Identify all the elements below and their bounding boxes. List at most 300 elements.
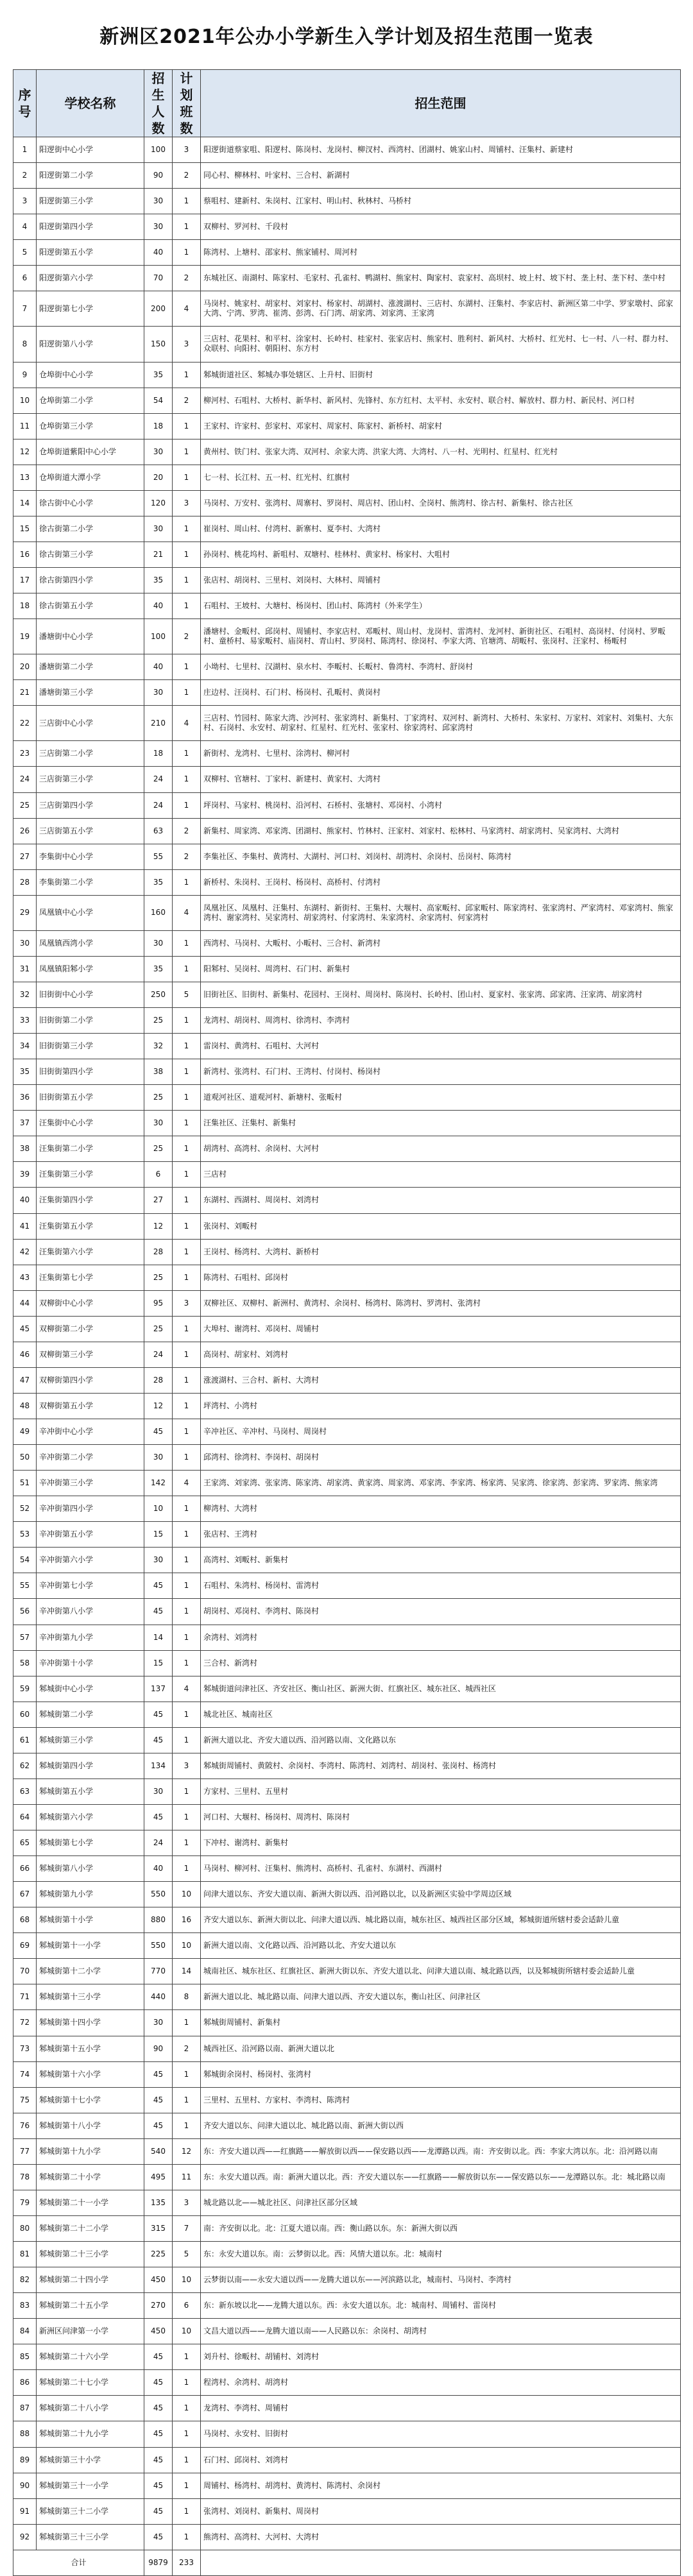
row-number: 48 (13, 1393, 37, 1419)
enroll-count: 63 (144, 818, 173, 844)
school-name: 潘塘街第二小学 (37, 654, 144, 680)
row-number: 16 (13, 542, 37, 567)
row-number: 7 (13, 291, 37, 327)
table-row (13, 291, 681, 327)
table-row (13, 706, 681, 741)
class-count: 1 (173, 741, 201, 767)
row-number: 1 (13, 137, 37, 163)
enroll-range: 小坳村、七里村、汉湖村、泉水村、李畈村、长畈村、鲁湾村、李湾村、舒岗村 (201, 654, 681, 680)
table-row (13, 1959, 681, 1984)
school-name: 双柳街第三小学 (37, 1342, 144, 1367)
row-number: 78 (13, 2164, 37, 2190)
class-count: 1 (173, 1702, 201, 1727)
school-name: 阳逻街中心小学 (37, 137, 144, 163)
class-count: 1 (173, 465, 201, 490)
school-name: 辛冲街第八小学 (37, 1599, 144, 1625)
table-row (13, 767, 681, 792)
row-number: 42 (13, 1239, 37, 1265)
table-row (13, 593, 681, 619)
row-number: 64 (13, 1804, 37, 1830)
enroll-range: 新洲大道以北、齐安大道以西、沿河路以南、文化路以东 (201, 1727, 681, 1753)
enroll-range: 程湾村、余湾村、胡湾村 (201, 2370, 681, 2396)
row-number: 68 (13, 1907, 37, 1933)
enroll-count: 90 (144, 163, 173, 189)
school-name: 邾城街第十一小学 (37, 1933, 144, 1959)
row-number: 72 (13, 2010, 37, 2036)
class-count: 1 (173, 1496, 201, 1522)
class-count: 1 (173, 1625, 201, 1650)
school-name: 邾城街第二十四小学 (37, 2267, 144, 2293)
enroll-count: 35 (144, 956, 173, 982)
row-number: 4 (13, 214, 37, 240)
row-number: 2 (13, 163, 37, 189)
school-name: 阳逻街第五小学 (37, 240, 144, 266)
enroll-count: 45 (144, 2344, 173, 2370)
class-count: 3 (173, 327, 201, 362)
class-count: 5 (173, 982, 201, 1007)
class-count: 1 (173, 1393, 201, 1419)
class-count: 1 (173, 2113, 201, 2138)
row-number: 84 (13, 2319, 37, 2344)
class-count: 1 (173, 1522, 201, 1548)
table-row (13, 818, 681, 844)
enroll-count: 90 (144, 2036, 173, 2061)
class-count: 1 (173, 240, 201, 266)
class-count: 1 (173, 189, 201, 214)
enroll-count: 15 (144, 1650, 173, 1676)
enroll-count: 137 (144, 1676, 173, 1702)
enroll-count: 540 (144, 2138, 173, 2164)
class-count: 1 (173, 2010, 201, 2036)
school-name: 新洲区问津第一小学 (37, 2319, 144, 2344)
enroll-range: 河口村、大堰村、杨岗村、周湾村、陈岗村 (201, 1804, 681, 1830)
class-count: 1 (173, 1650, 201, 1676)
class-count: 1 (173, 516, 201, 542)
row-number: 6 (13, 266, 37, 291)
school-name: 李集街第二小学 (37, 869, 144, 895)
enroll-count: 6 (144, 1162, 173, 1188)
table-row (13, 680, 681, 706)
enroll-range: 高湾村、刘畈村、新集村 (201, 1548, 681, 1573)
row-number: 9 (13, 362, 37, 388)
enroll-count: 24 (144, 1342, 173, 1367)
school-name: 阳逻街第二小学 (37, 163, 144, 189)
school-name: 邾城街第三小学 (37, 1727, 144, 1753)
class-count: 2 (173, 818, 201, 844)
enroll-count: 25 (144, 1316, 173, 1342)
table-body (13, 137, 681, 2576)
school-name: 邾城街中心小学 (37, 1676, 144, 1702)
row-number: 71 (13, 1984, 37, 2010)
row-number: 83 (13, 2293, 37, 2319)
row-number: 10 (13, 388, 37, 413)
row-number: 38 (13, 1136, 37, 1162)
table-row (13, 1702, 681, 1727)
school-name: 仓埠街道紫阳中心小学 (37, 439, 144, 465)
enroll-count: 45 (144, 2498, 173, 2524)
table-row (13, 1804, 681, 1830)
enroll-count: 30 (144, 189, 173, 214)
class-count: 1 (173, 680, 201, 706)
class-count: 1 (173, 2524, 201, 2550)
row-number: 27 (13, 844, 37, 869)
school-name: 邾城街第二十六小学 (37, 2344, 144, 2370)
class-count: 1 (173, 1085, 201, 1111)
row-number: 50 (13, 1445, 37, 1471)
enroll-count: 45 (144, 2421, 173, 2447)
school-name: 邾城街第二小学 (37, 1702, 144, 1727)
class-count: 6 (173, 2293, 201, 2319)
enroll-count: 30 (144, 516, 173, 542)
table-row (13, 2215, 681, 2241)
class-count: 1 (173, 593, 201, 619)
enroll-count: 54 (144, 388, 173, 413)
enroll-count: 450 (144, 2267, 173, 2293)
row-number: 88 (13, 2421, 37, 2447)
class-count: 4 (173, 895, 201, 930)
row-number: 89 (13, 2447, 37, 2473)
table-row (13, 982, 681, 1007)
enroll-count: 15 (144, 1522, 173, 1548)
table-row (13, 568, 681, 593)
row-number: 87 (13, 2396, 37, 2421)
class-count: 1 (173, 1162, 201, 1188)
class-count: 1 (173, 1008, 201, 1034)
school-name: 阳逻街第六小学 (37, 266, 144, 291)
class-count: 3 (173, 137, 201, 163)
row-number: 67 (13, 1882, 37, 1907)
table-row (13, 956, 681, 982)
enroll-range: 东城社区、南湖村、陈家村、毛家村、孔雀村、鸭湖村、熊家村、陶家村、袁家村、高坝村、坡上村、坡下村、垄上村、垄下村、垄中村 (201, 266, 681, 291)
enroll-range: 石咀村、王坡村、大塘村、杨岗村、团山村、陈湾村（外来学生） (201, 593, 681, 619)
enroll-count: 315 (144, 2215, 173, 2241)
enroll-range: 旧街社区、旧街村、新集村、花园村、王岗村、周岗村、陈岗村、长岭村、团山村、夏家村、张家湾、邱家湾、汪家湾、胡家湾村 (201, 982, 681, 1007)
table-row (13, 327, 681, 362)
school-name: 双柳街第四小学 (37, 1367, 144, 1393)
class-count: 1 (173, 2498, 201, 2524)
row-number: 63 (13, 1778, 37, 1804)
class-count: 12 (173, 2138, 201, 2164)
enroll-range: 新洲大道以南、文化路以西、沿河路以北、齐安大道以东 (201, 1933, 681, 1959)
enroll-range: 东：永安大道以西。南：新洲大道以北。西：齐安大道以东——红旗路——解放街以东——保安路以东——龙潭路以东。北：城北路以南 (201, 2164, 681, 2190)
row-number: 92 (13, 2524, 37, 2550)
class-count: 2 (173, 619, 201, 654)
enroll-count: 270 (144, 2293, 173, 2319)
class-count: 1 (173, 2087, 201, 2113)
row-number: 65 (13, 1830, 37, 1856)
row-number: 21 (13, 680, 37, 706)
table-row (13, 2190, 681, 2215)
school-name: 阳逻街第八小学 (37, 327, 144, 362)
enroll-count: 12 (144, 1393, 173, 1419)
table-row (13, 189, 681, 214)
row-number: 15 (13, 516, 37, 542)
table-row (13, 1136, 681, 1162)
table-row (13, 1419, 681, 1445)
class-count: 1 (173, 1213, 201, 1239)
class-count: 3 (173, 490, 201, 516)
school-name: 李集街中心小学 (37, 844, 144, 869)
row-number: 13 (13, 465, 37, 490)
table-row (13, 1265, 681, 1290)
school-name: 邾城街第十三小学 (37, 1984, 144, 2010)
row-number: 11 (13, 413, 37, 439)
school-name: 汪集街第七小学 (37, 1265, 144, 1290)
table-row (13, 2087, 681, 2113)
enroll-range: 东湖村、西湖村、周岗村、刘湾村 (201, 1188, 681, 1213)
enroll-range: 七一村、长江村、五一村、红光村、红旗村 (201, 465, 681, 490)
enroll-range: 王家村、许家村、彭家村、邓家村、周家村、陈家村、新桥村、胡家村 (201, 413, 681, 439)
enroll-count: 120 (144, 490, 173, 516)
table-row (13, 1111, 681, 1136)
school-name: 邾城街第三十一小学 (37, 2473, 144, 2498)
enroll-range: 潘塘村、金畈村、邱岗村、周铺村、李家店村、邓畈村、周山村、龙岗村、雷湾村、龙河村、新街社区、石咀村、高岗村、付岗村、罗畈村、童桥村、易家畈村、庙岗村、青山村、罗岗村、陈湾村、徐岗村、李家大湾、官塘湾、胡畈村、张岗村、汪家村、杨畈村 (201, 619, 681, 654)
school-name: 邾城街第十六小学 (37, 2061, 144, 2087)
enroll-range: 崔岗村、周山村、付湾村、新寨村、夏李村、大湾村 (201, 516, 681, 542)
table-row (13, 1188, 681, 1213)
row-number: 24 (13, 767, 37, 792)
school-name: 潘塘街第三小学 (37, 680, 144, 706)
enroll-count: 30 (144, 930, 173, 956)
class-count: 1 (173, 1419, 201, 1445)
row-number: 5 (13, 240, 37, 266)
enroll-range: 胡湾村、高湾村、余岗村、大河村 (201, 1136, 681, 1162)
class-count: 2 (173, 163, 201, 189)
row-number: 90 (13, 2473, 37, 2498)
table-row (13, 1034, 681, 1059)
row-number: 70 (13, 1959, 37, 1984)
enroll-count: 28 (144, 1239, 173, 1265)
table-row (13, 1445, 681, 1471)
table-row (13, 362, 681, 388)
enroll-count: 20 (144, 465, 173, 490)
school-name: 邾城街第二十九小学 (37, 2421, 144, 2447)
class-count: 4 (173, 1471, 201, 1496)
enroll-range: 坪岗村、马家村、桃岗村、沿河村、石桥村、张塘村、邓岗村、小湾村 (201, 792, 681, 818)
enroll-range: 邾城街道社区、邾城办事处辖区、上升村、旧街村 (201, 362, 681, 388)
table-row (13, 844, 681, 869)
school-name: 旧街街第三小学 (37, 1034, 144, 1059)
table-row (13, 214, 681, 240)
enroll-count: 55 (144, 844, 173, 869)
table-row (13, 1471, 681, 1496)
row-number: 30 (13, 930, 37, 956)
table-row (13, 2344, 681, 2370)
school-name: 旧街街第五小学 (37, 1085, 144, 1111)
school-name: 邾城街第十九小学 (37, 2138, 144, 2164)
row-number: 62 (13, 1753, 37, 1778)
school-name: 邾城街第二十五小学 (37, 2293, 144, 2319)
enroll-range: 柳湾村、大湾村 (201, 1496, 681, 1522)
row-number: 35 (13, 1059, 37, 1085)
enroll-count: 135 (144, 2190, 173, 2215)
enroll-range: 龙湾村、李湾村、周铺村 (201, 2396, 681, 2421)
enroll-count: 40 (144, 654, 173, 680)
class-count: 1 (173, 956, 201, 982)
class-count: 10 (173, 1882, 201, 1907)
class-count: 1 (173, 1548, 201, 1573)
row-number: 91 (13, 2498, 37, 2524)
table-row (13, 2524, 681, 2550)
school-name: 仓埠街第二小学 (37, 388, 144, 413)
table-row (13, 1316, 681, 1342)
enroll-count: 45 (144, 2396, 173, 2421)
class-count: 10 (173, 2267, 201, 2293)
enroll-range: 石门村、邱岗村、刘湾村 (201, 2447, 681, 2473)
table-row (13, 1907, 681, 1933)
school-name: 汪集街第三小学 (37, 1162, 144, 1188)
enroll-range: 城南社区、城东社区、红旗社区、新洲大街以东、齐安大道以北、问津大道以南、城北路以西，以及邾城街所辖村委会适龄儿童 (201, 1959, 681, 1984)
row-number: 58 (13, 1650, 37, 1676)
class-count: 1 (173, 362, 201, 388)
enroll-range: 城北社区、城南社区 (201, 1702, 681, 1727)
class-count: 1 (173, 568, 201, 593)
table-row (13, 1599, 681, 1625)
enroll-count: 45 (144, 1573, 173, 1599)
school-name: 三店街中心小学 (37, 706, 144, 741)
enroll-range: 双柳村、罗河村、千段村 (201, 214, 681, 240)
row-number: 80 (13, 2215, 37, 2241)
class-count: 1 (173, 1111, 201, 1136)
enroll-count: 24 (144, 767, 173, 792)
school-name: 徐古街中心小学 (37, 490, 144, 516)
school-name: 邾城街第八小学 (37, 1856, 144, 1882)
table-row (13, 1933, 681, 1959)
row-number: 52 (13, 1496, 37, 1522)
enroll-range: 城西社区、沿河路以南、新洲大道以北 (201, 2036, 681, 2061)
enroll-range: 南：齐安街以北。北：江夏大道以南。西：衡山路以东。东：新洲大街以西 (201, 2215, 681, 2241)
total-label: 合计 (13, 2550, 144, 2575)
table-row (13, 1008, 681, 1034)
enroll-range: 陈湾村、上塘村、邵家村、熊家铺村、周河村 (201, 240, 681, 266)
enroll-count: 21 (144, 542, 173, 567)
enroll-range: 熊湾村、高湾村、大河村、大湾村 (201, 2524, 681, 2550)
enroll-count: 95 (144, 1290, 173, 1316)
school-name: 邾城街第九小学 (37, 1882, 144, 1907)
page-title: 新洲区2021年公办小学新生入学计划及招生范围一览表 (99, 26, 594, 48)
class-count: 1 (173, 439, 201, 465)
school-name: 旧街街中心小学 (37, 982, 144, 1007)
enroll-range: 新街村、龙湾村、七里村、涂湾村、柳河村 (201, 741, 681, 767)
table-row (13, 1856, 681, 1882)
school-name: 汪集街第二小学 (37, 1136, 144, 1162)
table-row (13, 2473, 681, 2498)
class-count: 1 (173, 1804, 201, 1830)
enroll-range: 新桥村、朱岗村、王岗村、杨岗村、高桥村、付湾村 (201, 869, 681, 895)
school-name: 辛冲街中心小学 (37, 1419, 144, 1445)
enroll-range: 新集村、周家湾、邓家湾、团湖村、熊家村、竹林村、汪家村、刘家村、松林村、马家湾村、胡家湾村、吴家湾村、大湾村 (201, 818, 681, 844)
class-count: 7 (173, 2215, 201, 2241)
row-number: 17 (13, 568, 37, 593)
enroll-range: 张店村、胡岗村、三里村、刘岗村、大林村、周铺村 (201, 568, 681, 593)
table-row (13, 266, 681, 291)
row-number: 26 (13, 818, 37, 844)
row-number: 36 (13, 1085, 37, 1111)
class-count: 1 (173, 1830, 201, 1856)
table-row (13, 2164, 681, 2190)
school-name: 三店街第三小学 (37, 767, 144, 792)
table-row (13, 2061, 681, 2087)
class-count: 1 (173, 2370, 201, 2396)
enroll-range: 阳邾村、吴岗村、周湾村、石门村、新集村 (201, 956, 681, 982)
class-count: 1 (173, 767, 201, 792)
school-name: 邾城街第二十八小学 (37, 2396, 144, 2421)
table-row (13, 2242, 681, 2267)
class-count: 14 (173, 1959, 201, 1984)
enroll-count: 35 (144, 362, 173, 388)
enroll-range: 新湾村、张湾村、石门村、王湾村、付岗村、杨岗村 (201, 1059, 681, 1085)
table-row (13, 2267, 681, 2293)
row-number: 59 (13, 1676, 37, 1702)
class-count: 1 (173, 2421, 201, 2447)
header-no: 序号 (13, 70, 37, 137)
table-row (13, 1778, 681, 1804)
table-row (13, 465, 681, 490)
enroll-range: 坪湾村、小湾村 (201, 1393, 681, 1419)
enroll-count: 45 (144, 1804, 173, 1830)
class-count: 1 (173, 2447, 201, 2473)
table-row (13, 163, 681, 189)
enroll-count: 12 (144, 1213, 173, 1239)
row-number: 37 (13, 1111, 37, 1136)
table-row (13, 741, 681, 767)
header-count: 招生人数 (144, 70, 173, 137)
table-row (13, 1573, 681, 1599)
row-number: 73 (13, 2036, 37, 2061)
enroll-range: 齐安大道以东、新洲大街以北、问津大道以西、城北路以南，城东社区、城西社区部分区域，邾城街道所辖村委会适龄儿童 (201, 1907, 681, 1933)
class-count: 3 (173, 2190, 201, 2215)
class-count: 10 (173, 1933, 201, 1959)
row-number: 29 (13, 895, 37, 930)
school-name: 邾城街第七小学 (37, 1830, 144, 1856)
row-number: 57 (13, 1625, 37, 1650)
school-name: 仓埠街道大潭小学 (37, 465, 144, 490)
enroll-count: 30 (144, 1111, 173, 1136)
school-name: 旧街街第二小学 (37, 1008, 144, 1034)
enroll-count: 24 (144, 1830, 173, 1856)
enroll-count: 45 (144, 2447, 173, 2473)
table-row (13, 1548, 681, 1573)
class-count: 1 (173, 1573, 201, 1599)
school-name: 邾城街第十五小学 (37, 2036, 144, 2061)
enroll-range: 王家湾、刘家湾、张家湾、陈家湾、胡家湾、黄家湾、周家湾、邓家湾、李家湾、杨家湾、吴家湾、徐家湾、彭家湾、罗家湾、熊家湾 (201, 1471, 681, 1496)
class-count: 1 (173, 2344, 201, 2370)
class-count: 1 (173, 214, 201, 240)
enroll-range: 张湾村、刘岗村、新集村、周岗村 (201, 2498, 681, 2524)
enroll-range: 柳河村、石咀村、大桥村、新华村、新风村、先锋村、东方红村、太平村、永安村、联合村、解放村、群力村、新民村、河口村 (201, 388, 681, 413)
enroll-count: 495 (144, 2164, 173, 2190)
enroll-count: 25 (144, 1136, 173, 1162)
enroll-range: 黄州村、铁门村、张家大湾、双河村、余家大湾、洪家大湾、大湾村、八一村、光明村、红星村、红光村 (201, 439, 681, 465)
enroll-range: 邾城街道问津社区、齐安社区、衡山社区、新洲大街、红旗社区、城东社区、城西社区 (201, 1676, 681, 1702)
enroll-count: 440 (144, 1984, 173, 2010)
class-count: 1 (173, 792, 201, 818)
class-count: 1 (173, 1188, 201, 1213)
enroll-count: 550 (144, 1882, 173, 1907)
enroll-count: 45 (144, 2473, 173, 2498)
table-row (13, 490, 681, 516)
class-count: 1 (173, 869, 201, 895)
table-row (13, 2396, 681, 2421)
row-number: 53 (13, 1522, 37, 1548)
class-count: 1 (173, 930, 201, 956)
enroll-range: 新洲大道以北、城北路以南、问津大道以西、齐安大道以东，衡山社区、问津社区 (201, 1984, 681, 2010)
enroll-count: 38 (144, 1059, 173, 1085)
class-count: 1 (173, 1778, 201, 1804)
class-count: 3 (173, 1753, 201, 1778)
row-number: 43 (13, 1265, 37, 1290)
school-name: 徐古街第四小学 (37, 568, 144, 593)
